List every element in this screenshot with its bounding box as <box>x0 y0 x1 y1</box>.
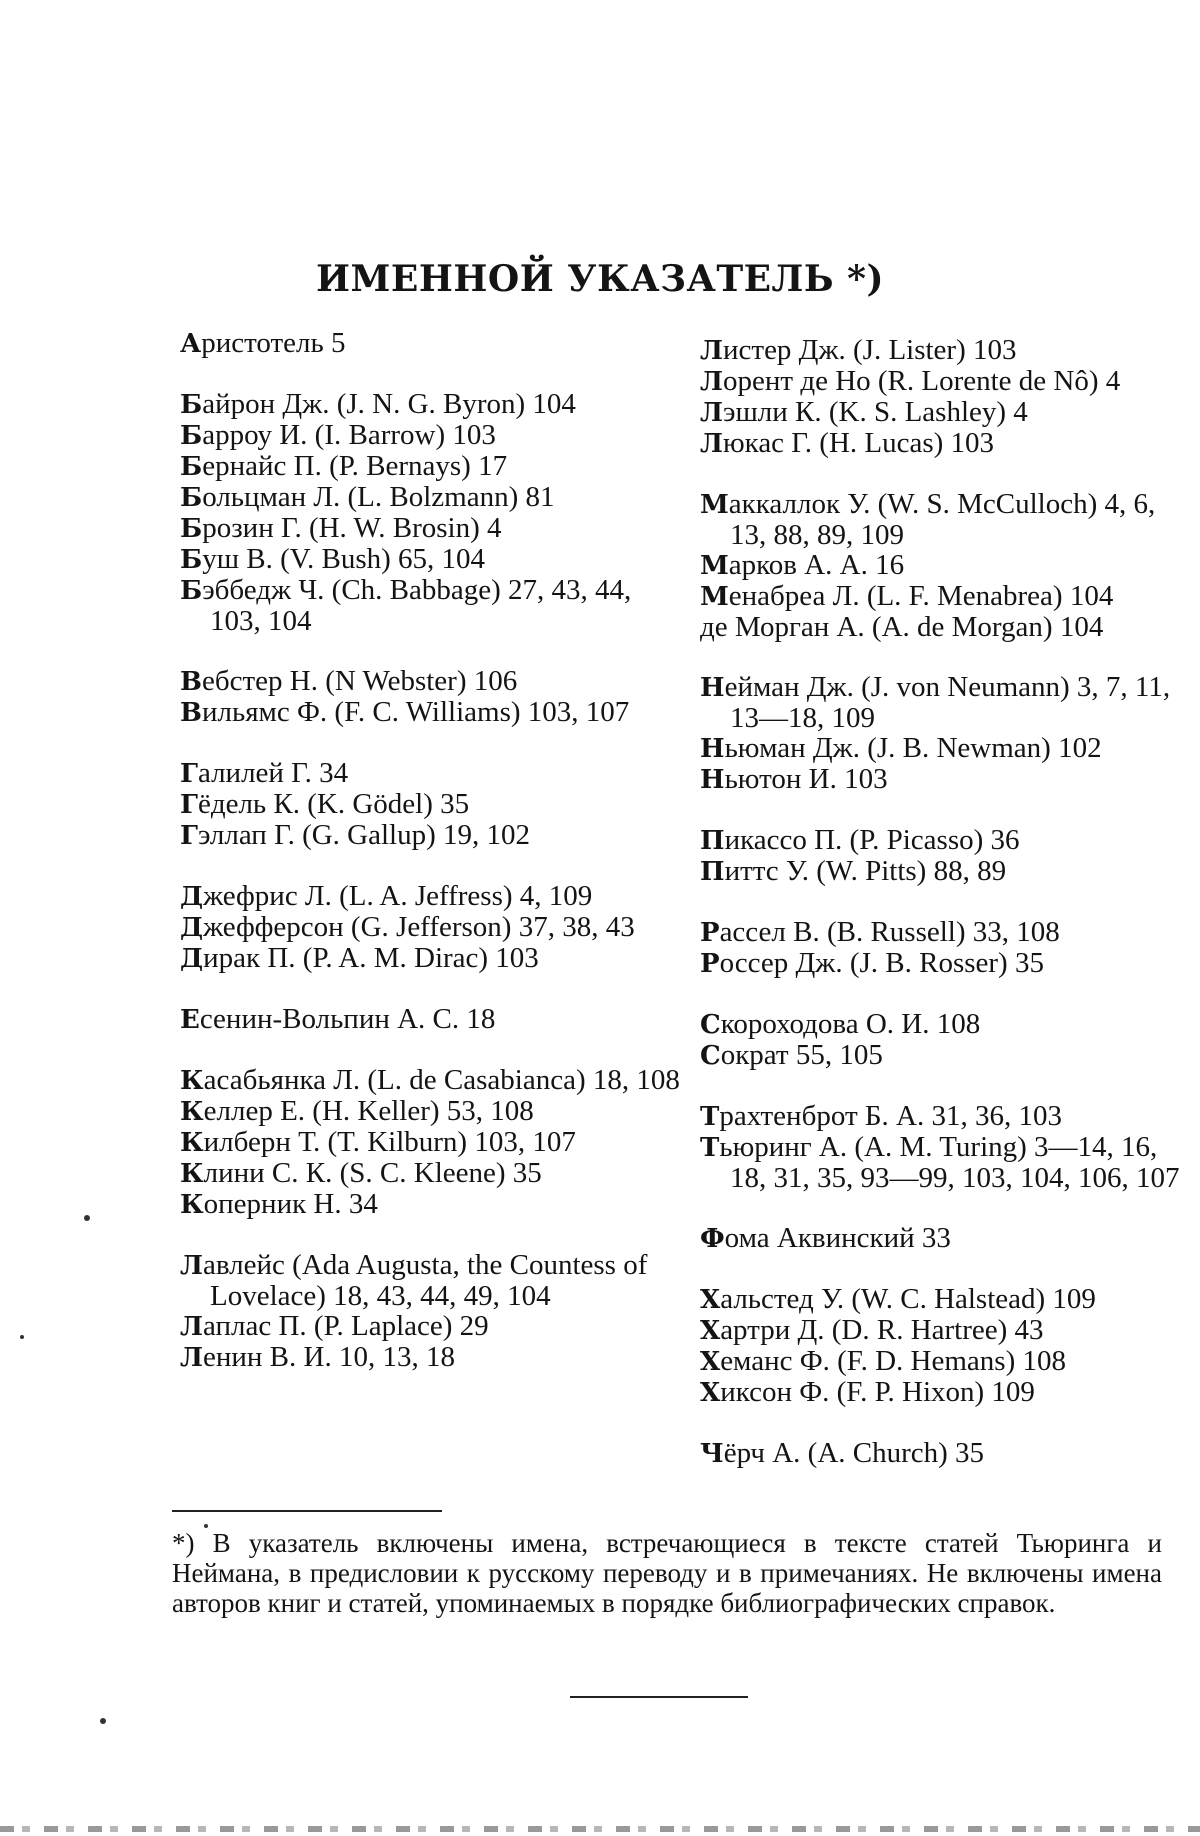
index-entry <box>180 881 680 912</box>
index-entry <box>700 428 1195 459</box>
index-entry <box>700 335 1195 366</box>
index-entry <box>700 1346 1195 1377</box>
index-entry <box>180 389 680 420</box>
index-letter-group <box>180 1065 680 1220</box>
entry-text: ёрч А. (A. Church) 35 <box>723 1437 985 1469</box>
index-letter-group <box>700 1284 1195 1408</box>
entry-initial: Б <box>180 545 203 575</box>
entry-text: илберн Т. (T. Kilburn) 103, 107 <box>203 1126 576 1158</box>
index-entry <box>700 1009 1195 1040</box>
entry-initial: Т <box>700 1102 720 1132</box>
entry-text: эшли К. (K. S. Lashley) 4 <box>723 396 1028 428</box>
entry-initial: Н <box>700 765 725 795</box>
index-letter-group <box>700 335 1195 459</box>
entry-initial: Р <box>700 918 720 948</box>
index-entry <box>700 366 1195 397</box>
entry-initial: Б <box>180 483 203 513</box>
entry-text: альстед У. (W. C. Halstead) 109 <box>720 1283 1096 1315</box>
entry-initial: Т <box>700 1133 720 1163</box>
index-letter-group <box>180 389 680 636</box>
end-rule <box>570 1696 748 1698</box>
entry-text: ирак П. (P. A. M. Dirac) 103 <box>203 942 539 974</box>
entry-initial: К <box>180 1128 204 1158</box>
index-letter-group <box>700 825 1195 887</box>
print-speck <box>84 1215 90 1221</box>
entry-text: короходова О. И. 108 <box>720 1008 981 1040</box>
entry-text: лини С. К. (S. C. Kleene) 35 <box>203 1157 542 1189</box>
entry-initial: Е <box>180 1005 200 1035</box>
index-entry <box>700 1438 1195 1469</box>
entry-initial: Х <box>700 1285 721 1315</box>
entry-text: ьюринг А. (A. M. Turing) 3—14, 16, 18, 31, 35, 93—99, 103, 104, 106, 107 <box>719 1131 1180 1194</box>
index-entry <box>700 672 1195 733</box>
entry-text: розин Г. (H. W. Brosin) 4 <box>202 512 502 544</box>
print-speck <box>100 1718 106 1724</box>
index-entry <box>700 1315 1195 1346</box>
entry-initial: М <box>700 490 729 520</box>
index-entry <box>180 697 680 728</box>
entry-initial: Г <box>180 759 198 789</box>
entry-text: сенин-Вольпин А. С. 18 <box>199 1003 496 1035</box>
page-title: ИМЕННОЙ УКАЗАТЕЛЬ *) <box>316 258 884 300</box>
index-entry <box>180 1065 680 1096</box>
entry-initial: К <box>180 1066 204 1096</box>
index-entry <box>180 451 680 482</box>
entry-initial: Х <box>700 1378 721 1408</box>
entry-text: енабреа Л. (L. F. Menabrea) 104 <box>728 580 1114 612</box>
entry-text: ейман Дж. (J. von Neumann) 3, 7, 11, 13—18, 109 <box>724 671 1171 734</box>
index-entry <box>700 489 1195 550</box>
footnote-separator <box>172 1510 442 1512</box>
entry-text: алилей Г. 34 <box>197 757 349 789</box>
entry-text: жефрис Л. (L. A. Jeffress) 4, 109 <box>203 880 593 912</box>
index-column-right <box>700 335 1195 1499</box>
entry-text: уш В. (V. Bush) 65, 104 <box>202 543 486 575</box>
index-entry <box>180 575 680 636</box>
entry-initial: Б <box>180 514 203 544</box>
entry-initial: Х <box>700 1316 721 1346</box>
entry-text: аккаллок У. (W. S. McCulloch) 4, 6, 13, 88, 89, 109 <box>728 488 1156 551</box>
entry-text: ократ 55, 105 <box>720 1039 883 1071</box>
index-letter-group <box>700 1438 1195 1469</box>
entry-initial: Ф <box>700 1224 725 1254</box>
entry-text: эббедж Ч. (Ch. Babbage) 27, 43, 44, 103, 104 <box>202 574 632 637</box>
entry-text: авлейс (Ada Augusta, the Countess of Lovelace) 18, 43, 44, 49, 104 <box>203 1249 648 1312</box>
index-entry <box>700 917 1195 948</box>
entry-text: артри Д. (D. R. Hartree) 43 <box>720 1314 1044 1346</box>
entry-text: ассел В. (B. Russell) 33, 108 <box>719 916 1060 948</box>
entry-initial: Р <box>700 949 720 979</box>
entry-initial: М <box>700 551 729 581</box>
index-entry <box>180 1311 680 1342</box>
entry-initial: Х <box>700 1347 721 1377</box>
index-letter-group <box>180 1250 680 1373</box>
index-entry <box>700 550 1195 581</box>
entry-text: айрон Дж. (J. N. G. Byron) 104 <box>202 388 576 420</box>
index-entry <box>700 1132 1195 1193</box>
index-entry <box>180 943 680 974</box>
index-entry <box>180 482 680 513</box>
entry-initial: Д <box>180 944 204 974</box>
entry-initial: Д <box>180 882 204 912</box>
index-letter-group <box>700 1009 1195 1071</box>
index-entry <box>180 1189 680 1220</box>
index-entry <box>180 1096 680 1127</box>
entry-text: истер Дж. (J. Lister) 103 <box>723 334 1017 366</box>
print-speck <box>204 1524 208 1528</box>
entry-initial: Г <box>180 790 198 820</box>
index-entry <box>180 1127 680 1158</box>
index-letter-group <box>180 666 680 728</box>
entry-text: оссер Дж. (J. B. Rosser) 35 <box>719 947 1044 979</box>
index-column-left <box>180 328 680 1403</box>
index-entry <box>180 758 680 789</box>
entry-initial: Ч <box>700 1439 724 1469</box>
entry-text: иттс У. (W. Pitts) 88, 89 <box>724 855 1007 887</box>
entry-initial: Л <box>700 336 723 366</box>
footnote <box>172 1528 1162 1618</box>
index-letter-group <box>700 917 1195 979</box>
entry-text: аплас П. (P. Laplace) 29 <box>203 1310 489 1342</box>
entry-initial: Л <box>180 1312 203 1342</box>
index-entry <box>180 420 680 451</box>
index-entry <box>180 912 680 943</box>
index-entry <box>180 666 680 697</box>
entry-text: де Морган А. (A. de Morgan) 104 <box>700 611 1104 643</box>
index-entry <box>180 789 680 820</box>
entry-initial: К <box>180 1097 204 1127</box>
entry-text: эллап Г. (G. Gallup) 19, 102 <box>197 819 531 851</box>
footnote-text: *) В указатель включены имена, встречающиеся в тексте статей Тьюринга и Неймана, в предисловии к русскому переводу и в примечаниях. Не включены имена авторов книг и статей, упоминаемых в порядке библиографических справок. <box>172 1528 1162 1618</box>
entry-text: ернайс П. (P. Bernays) 17 <box>202 450 508 482</box>
entry-initial: М <box>700 582 729 612</box>
entry-text: иксон Ф. (F. P. Hixon) 109 <box>720 1376 1035 1408</box>
entry-text: рахтенброт Б. А. 31, 36, 103 <box>719 1100 1062 1132</box>
entry-initial: К <box>180 1159 204 1189</box>
entry-initial: С <box>700 1041 721 1071</box>
entry-initial: Л <box>700 429 723 459</box>
index-entry <box>700 1223 1195 1254</box>
index-entry <box>700 764 1195 795</box>
index-entry <box>180 328 680 359</box>
entry-initial: Б <box>180 421 203 451</box>
entry-initial: П <box>700 857 725 887</box>
index-entry <box>700 948 1195 979</box>
index-entry <box>180 544 680 575</box>
entry-initial: Д <box>180 913 204 943</box>
entry-text: ьютон И. 103 <box>724 763 888 795</box>
index-letter-group <box>180 328 680 359</box>
entry-text: орент де Но (R. Lorente de Nô) 4 <box>723 365 1121 397</box>
entry-text: юкас Г. (H. Lucas) 103 <box>723 427 995 459</box>
entry-initial: Л <box>700 367 723 397</box>
index-entry <box>700 397 1195 428</box>
entry-text: арроу И. (I. Barrow) 103 <box>202 419 496 451</box>
scan-edge-noise <box>0 1826 1200 1832</box>
index-entry <box>700 612 1195 642</box>
entry-text: оперник Н. 34 <box>203 1188 378 1220</box>
entry-text: жефферсон (G. Jefferson) 37, 38, 43 <box>203 911 635 943</box>
entry-initial: Л <box>180 1343 203 1373</box>
entry-initial: Л <box>700 398 723 428</box>
entry-initial: Н <box>700 673 725 703</box>
entry-text: еллер Е. (H. Keller) 53, 108 <box>203 1095 534 1127</box>
entry-initial: В <box>180 698 202 728</box>
entry-initial: С <box>700 1010 721 1040</box>
entry-text: ебстер Н. (N Webster) 106 <box>201 665 518 697</box>
entry-text: ёдель К. (K. Gödel) 35 <box>197 788 470 820</box>
entry-text: икассо П. (P. Picasso) 36 <box>724 824 1020 856</box>
index-entry <box>180 513 680 544</box>
entry-initial: Г <box>180 821 198 851</box>
index-entry <box>180 1250 680 1311</box>
entry-text: еманс Ф. (F. D. Hemans) 108 <box>720 1345 1066 1377</box>
index-entry <box>700 1377 1195 1408</box>
entry-text: ольцман Л. (L. Bolzmann) 81 <box>202 481 555 513</box>
entry-text: арков А. А. 16 <box>728 549 905 581</box>
index-letter-group <box>700 1223 1195 1254</box>
index-entry <box>700 1040 1195 1071</box>
entry-initial: Б <box>180 452 203 482</box>
entry-text: ома Аквинский 33 <box>724 1222 951 1254</box>
print-speck <box>20 1335 24 1339</box>
index-letter-group <box>180 758 680 851</box>
index-entry <box>700 825 1195 856</box>
entry-text: ьюман Дж. (J. B. Newman) 102 <box>724 732 1102 764</box>
index-letter-group <box>700 672 1195 795</box>
index-entry <box>180 1158 680 1189</box>
index-entry <box>180 820 680 851</box>
index-letter-group <box>700 1101 1195 1193</box>
index-entry <box>700 581 1195 612</box>
index-entry <box>700 856 1195 887</box>
entry-initial: Н <box>700 734 725 764</box>
index-entry <box>700 733 1195 764</box>
entry-initial: Б <box>180 576 203 606</box>
index-entry <box>700 1101 1195 1132</box>
entry-text: ристотель 5 <box>201 327 346 359</box>
entry-text: енин В. И. 10, 13, 18 <box>203 1341 455 1373</box>
entry-text: асабьянка Л. (L. de Casabianca) 18, 108 <box>203 1064 680 1096</box>
index-entry <box>700 1284 1195 1315</box>
index-entry <box>180 1342 680 1373</box>
entry-text: ильямс Ф. (F. C. Williams) 103, 107 <box>201 696 630 728</box>
entry-initial: В <box>180 667 202 697</box>
entry-initial: Л <box>180 1251 203 1281</box>
entry-initial: К <box>180 1190 204 1220</box>
entry-initial: П <box>700 826 725 856</box>
index-entry <box>180 1004 680 1035</box>
index-letter-group <box>180 1004 680 1035</box>
index-letter-group <box>180 881 680 974</box>
entry-initial: А <box>180 329 202 359</box>
index-letter-group <box>700 489 1195 642</box>
entry-initial: Б <box>180 390 203 420</box>
